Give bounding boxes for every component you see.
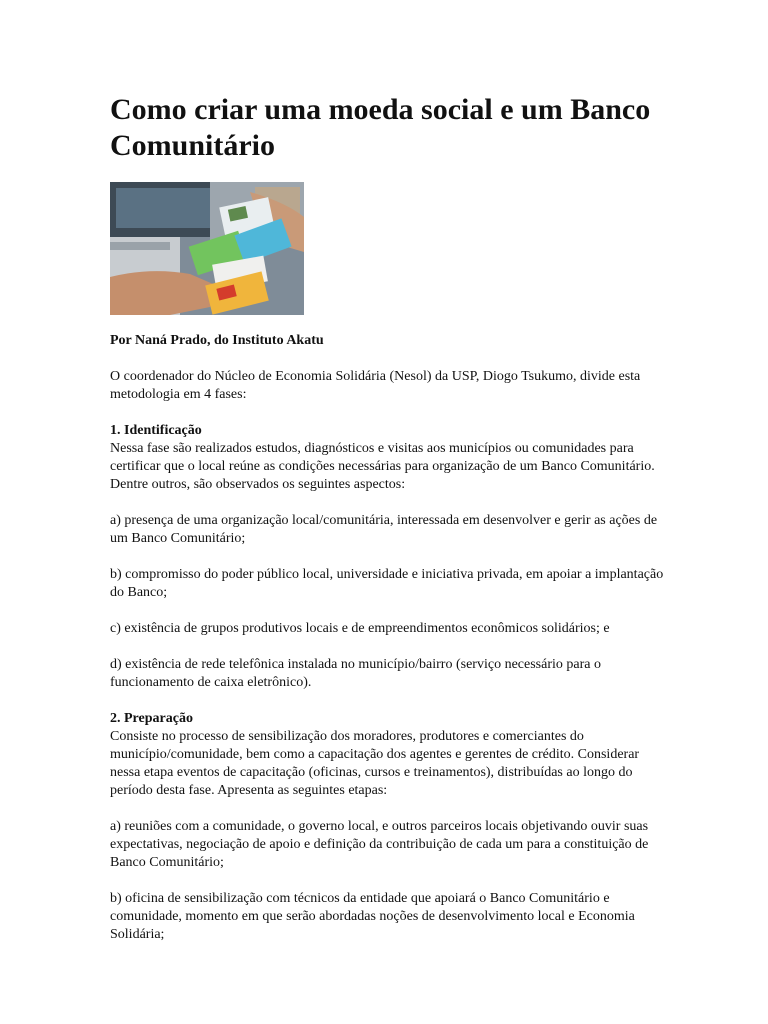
section-lead-preparacao: Consiste no processo de sensibilização dos moradores, produtores e comerciantes do município/comunidade, bem como a capacitação dos agentes e gerentes de crédito. Considerar nessa etapa eventos de capacitação (oficinas, cursos e treinamentos), distribuídas ao longo do período desta fase. Apresenta as seguintes etapas:	[110, 729, 640, 798]
section-title-identificacao: 1. Identificação	[110, 423, 202, 438]
article-photo	[110, 182, 304, 315]
section-title-preparacao: 2. Preparação	[110, 711, 193, 726]
article-body	[110, 92, 670, 944]
social-currency-photo	[110, 182, 304, 315]
list-item: b) compromisso do poder público local, universidade e iniciativa privada, em apoiar a implantação do Banco;	[110, 567, 664, 600]
section-lead-identificacao: Nessa fase são realizados estudos, diagnósticos e visitas aos municípios ou comunidades para certificar que o local reúne as condições necessárias para organização de um Banco Comunitário. Dentre outros, são observados os seguintes aspectos:	[110, 441, 655, 492]
list-item: a) reuniões com a comunidade, o governo local, e outros parceiros locais objetivando ouvir suas expectativas, negociação de apoio e definição da contribuição de cada um para a constituição de Banco Comunitário;	[110, 819, 649, 870]
list-item: d) existência de rede telefônica instalada no município/bairro (serviço necessário para o funcionamento de caixa eletrônico).	[110, 657, 601, 690]
list-item: a) presença de uma organização local/comunitária, interessada em desenvolver e gerir as ações de um Banco Comunitário;	[110, 513, 658, 546]
article-title: Como criar uma moeda social e um Banco Comunitário	[110, 93, 651, 162]
article-byline: Por Naná Prado, do Instituto Akatu	[110, 333, 324, 348]
list-item: c) existência de grupos produtivos locais e de empreendimentos econômicos solidários; e	[110, 621, 610, 636]
intro-paragraph: O coordenador do Núcleo de Economia Solidária (Nesol) da USP, Diogo Tsukumo, divide esta metodologia em 4 fases:	[110, 369, 641, 402]
list-item: b) oficina de sensibilização com técnicos da entidade que apoiará o Banco Comunitário e comunidade, momento em que serão abordadas noções de desenvolvimento local e Economia Solidária;	[110, 891, 635, 942]
